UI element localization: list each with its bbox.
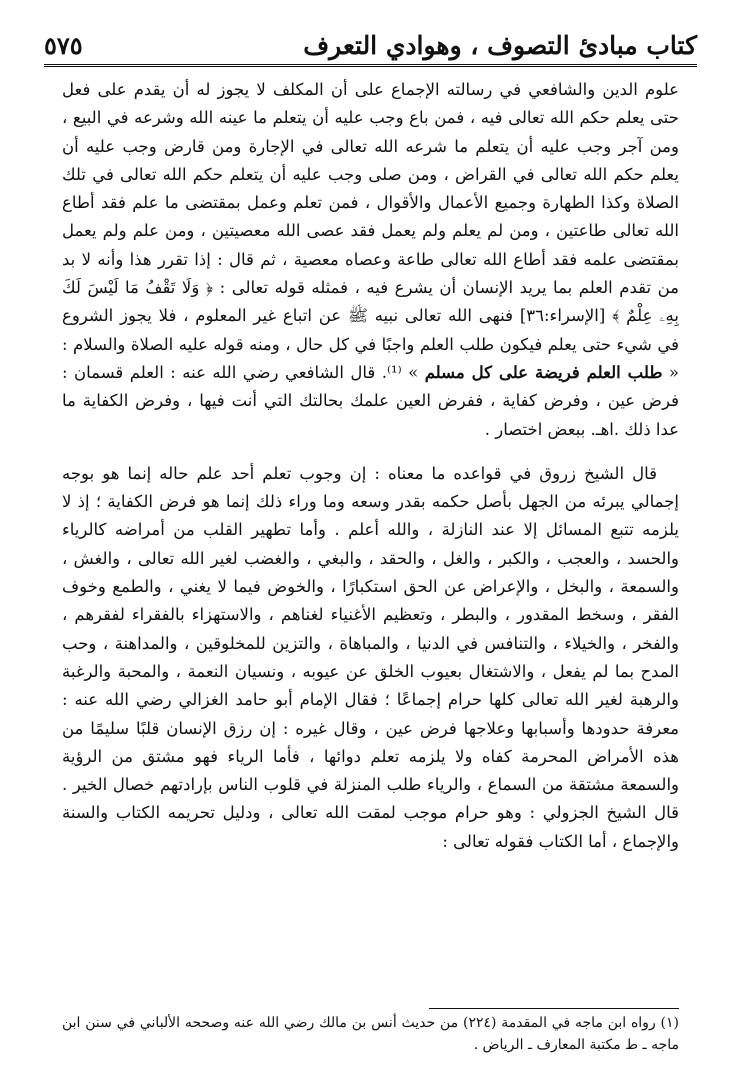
footnote-text: (١) رواه ابن ماجه في المقدمة (٢٢٤) من حديث أنس بن مالك رضي الله عنه وصححه الألباني في سنن ابن ماجه ـ ط مكتبة المعارف ـ الرياض . bbox=[62, 1015, 679, 1053]
paragraph-1-tail: » ⁽¹⁾. قال الشافعي رضي الله عنه : العلم قسمان : فرض عين ، وفرض كفاية ، ففرض العين علمك بحالتك التي أنت فيها ، وفرض الكفاية ما عدا ذلك .اهـ. ببعض اختصار . bbox=[62, 362, 679, 439]
page-number: ٥٧٥ bbox=[44, 31, 83, 60]
book-title: كتاب مبادئ التصوف ، وهوادي التعرف bbox=[303, 31, 697, 60]
page-header bbox=[44, 22, 697, 67]
paragraph-2 bbox=[62, 460, 679, 856]
body-text bbox=[62, 76, 679, 856]
footnote-divider bbox=[429, 1008, 679, 1009]
footnote bbox=[62, 1012, 679, 1056]
paragraph-2-text: قال الشيخ زروق في قواعده ما معناه : إن وجوب تعلم أحد علم حاله إنما هو بوجه إجمالي يبرئه من الجهل بأصل حكمه بقدر وسعه وما وراء ذلك إنما هو فرض الكفاية ؛ إذ لا يلزمه تتبع المسائل إلا عند النازلة ، والله أعلم . وأما تطهير القلب من أمراضه كالرياء والحسد ، والعجب ، والكبر ، والغل ، والحقد ، والبغي ، والغضب لغير الله تعالى ، والغش ، والسمعة ، والبخل ، والإعراض عن الحق استكبارًا ، والخوض فيما لا يغني ، والطمع وخوف الفقر ، وسخط المقدور ، والبطر ، وتعظيم الأغنياء لغناهم ، والاستهزاء بالفقراء لفقرهم ، والفخر ، والخيلاء ، والتنافس في الدنيا ، والمباهاة ، والتزين للمخلوقين ، والمداهنة ، وحب المدح بما لم يفعل ، والاشتغال بعيوب الخلق عن عيوبه ، ونسيان النعمة ، والمحبة والرغبة والرهبة لغير الله تعالى كلها حرام إجماعًا ؛ فقال الإمام أبو حامد الغزالي رضي الله عنه : معرفة حدودها وأسبابها وعلاجها فرض عين ، وقال غيره : إن رزق الإنسان قلبًا سليمًا من هذه الأمراض المحرمة كفاه ولا يلزمه تعلم دوائها ، فأما الرياء فهو مشتق من الرؤية والسمعة مشتقة من السماع ، والرياء طلب المنزلة في قلوب الناس بإرادتهم خصال الخير . قال الشيخ الجزولي : وهو حرام موجب لمقت الله تعالى ، ودليل تحريمه الكتاب والسنة والإجماع ، أما الكتاب فقوله تعالى : bbox=[62, 463, 679, 851]
paragraph-1-text: علوم الدين والشافعي في رسالته الإجماع على أن المكلف لا يجوز له أن يقدم على فعل حتى يعلم حكم الله تعالى فيه ، فمن باع وجب عليه أن يتعلم ما عينه الله وشرعه في البيع ، ومن آجر وجب عليه أن يتعلم ما شرعه الله تعالى في الإجارة ومن قارض وجب عليه أن يعلم حكم الله تعالى في القراض ، ومن صلى وجب عليه أن يتعلم حكم الله تعالى في تلك الصلاة وكذا الطهارة وجميع الأعمال والأقوال ، فمن تعلم وعمل بمقتضى ما علم فقد أطاع الله تعالى طاعتين ، ومن لم يعلم ولم يعمل فقد عصى الله معصيتين ، ومن علم ولم يعمل بمقتضى علمه فقد أطاع الله تعالى طاعة وعصاه معصية ، ثم قال : إذا تقرر هذا وأنه لا بد من تقدم العلم بما يريد الإنسان أن يشرع فيه ، فمثله قوله تعالى : ﴿ وَلَا تَقْفُ مَا لَيْسَ لَكَ بِهِۦ عِلْمٌ ﴾ [الإسراء:٣٦] فنهى الله تعالى نبيه ﷺ عن اتباع غير المعلوم ، فلا يجوز الشروع في شيء حتى يعلم فيكون طلب العلم واجبًا في كل حال ، ومنه قوله عليه الصلاة والسلام : « bbox=[62, 80, 680, 382]
paragraph-1 bbox=[62, 76, 679, 444]
hadith-quote: طلب العلم فريضة على كل مسلم bbox=[424, 362, 663, 382]
